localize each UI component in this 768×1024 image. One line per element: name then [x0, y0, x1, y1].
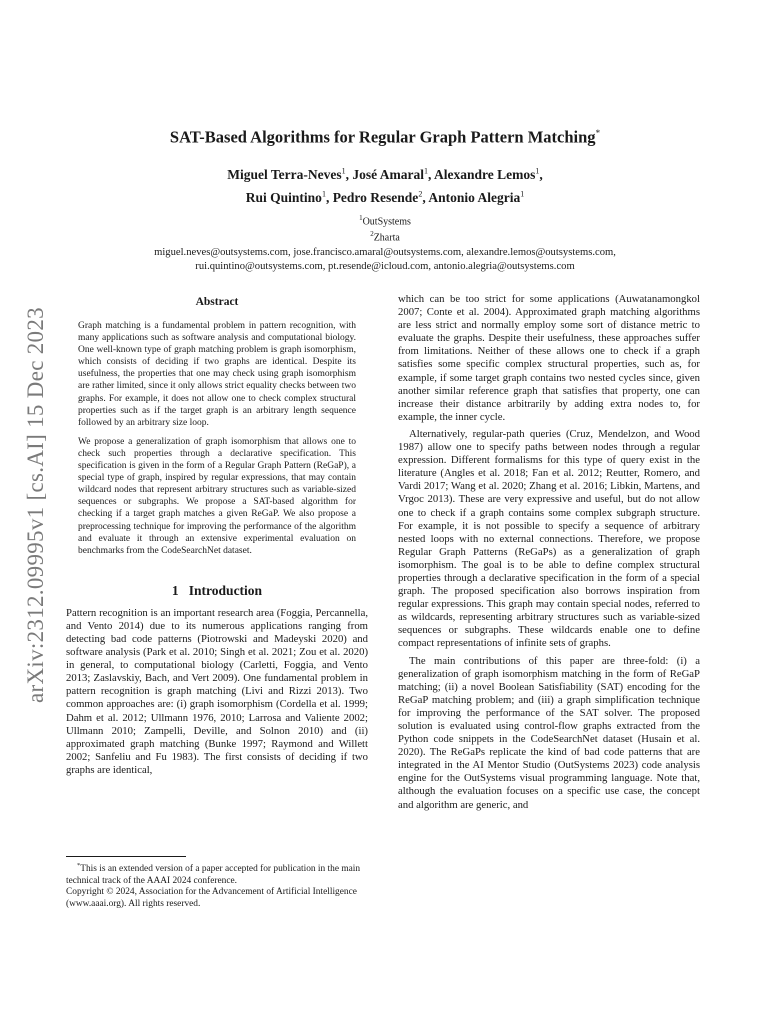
section-heading-introduction [66, 583, 368, 599]
author: Alexandre Lemos$^1$, [434, 166, 543, 182]
author: Pedro Resende$^2$, [332, 189, 429, 205]
section-title: Introduction [188, 582, 263, 598]
abstract-paragraph: Graph matching is a fundamental problem in pattern recognition, with many applications such as software analysis and computational biology. One well-known type of graph matching problem is graph isomorphism, which consists of deciding if two graphs are identical. Despite its usefulness, the properties that one may check using graph isomorphism are rather limited, since it only allows strict equality checks between two graphs. For example, it does not allow one to check complex structural properties such as if the target graph is an arbitrary length sequence followed by an arbitrary size loop. [78, 321, 356, 428]
affiliation: $^1$OutSystems [359, 213, 411, 227]
author: José Amaral$^1$, [352, 166, 434, 182]
affiliation: $^2$Zharta [370, 229, 400, 244]
author-emails [66, 246, 704, 274]
left-column [66, 292, 368, 777]
footnote [66, 856, 368, 911]
copyright-notice: Copyright © 2024, Association for the Advancement of Artificial Intelligence (www.aaai.org). All rights reserved. [66, 887, 357, 909]
author: Miguel Terra-Neves$^1$, [227, 166, 353, 182]
paper-title: SAT-Based Algorithms for Regular Graph Pattern Matching [169, 127, 596, 147]
body-paragraph: The main contributions of this paper are three-fold: (i) a generalization of graph isomorphism matching in the form of ReGaP matching; (ii) a novel Boolean Satisfiability (SAT) encoding for the ReGaP matching problem; and (iii) a graph simplification technique for improving the performance of the SAT solver. The proposed solution is evaluated using control-flow graphs extracted from the Python code snippets in the CodeSearchNet dataset (Husain et al. 2020). The ReGaPs replicate the kind of bad code patterns that are integrated in the AI Mentor Studio (OutSystems 2023) code analysis engine for the OutSystems visual programming language. Note that, although the evaluation focuses on a specific use case, the concept and algorithm are generic, and [398, 654, 700, 811]
section-number: 1 [171, 582, 179, 598]
body-paragraph: Alternatively, regular-path queries (Cruz, Mendelzon, and Wood 1987) allow one to specify paths between nodes through a regular expression. Different formalisms for this type of query exist in the literature (Angles et al. 2018; Fan et al. 2012; Reutter, Romero, and Vardi 2017; Wang et al. 2020; Zhang et al. 2016; Libkin, Martens, and Vrgoc 2013). These are very expressive and useful, but do not allow one to check if a graph contains some complex subgraph structure. For example, it is not possible to specify a sequence of arbitrary nested loops with no external connections. Therefore, we propose Regular Graph Patterns (ReGaPs) as a generalization of graph isomorphism. The goal is to be able to define complex structural properties through a declarative specification in the form of a special graph. The proposed specification also borrows inspiration from regular expressions. This graph may contain special nodes, referred to as wildcards, representing arbitrary structures such as variable-sized sequences or subgraphs. These wildcards enable one to define compact representations of infinite sets of graphs. [398, 427, 700, 650]
footnote-divider [66, 856, 186, 857]
abstract-paragraph: We propose a generalization of graph isomorphism that allows one to check such properties through a declarative specification. This specification is given in the form of a Regular Graph Pattern (ReGaP), a special type of graph, inspired by regular expressions, that may contain wildcard nodes that represent arbitrary structures such as variable-sized sequences or subgraphs. We propose a SAT-based algorithm for checking if a target graph matches a given ReGaP. We also propose a preprocessing technique for improving the performance of the algorithm and evaluate it through an extensive experimental evaluation on benchmarks from the CodeSearchNet dataset. [78, 436, 356, 556]
affiliation-list [66, 212, 704, 245]
body-paragraph: Pattern recognition is an important research area (Foggia, Percannella, and Vento 2014) due to its numerous applications ranging from detecting bad code patterns (Piotrowski and Madeyski 2020) and software analysis (Park et al. 2010; Singh et al. 2021; Zou et al. 2020) in general, to computational biology (Carletti, Foggia, and Vento 2013; Zaslavskiy, Bach, and Vert 2009). One fundamental problem in pattern recognition is graph matching (Livi and Rizzi 2013). Two common approaches are: (i) graph isomorphism (Cordella et al. 1999; Dahm et al. 2012; Ullmann 1976, 2010; Larrosa and Valiente 2002; Ullmann 2010; Zampelli, Deville, and Solnon 2010) and (ii) approximated graph matching (Bunke 1997; Raymond and Willett 2002; Sanfeliu and Fu 1983). The first consists of deciding if two graphs are identical, [66, 606, 368, 776]
paper-title-line [66, 123, 704, 148]
paper-header [66, 123, 704, 274]
abstract-body [66, 320, 368, 557]
title-footnote-mark: * [595, 128, 601, 138]
introduction-body [66, 607, 368, 777]
arxiv-identifier: arXiv:2312.09995v1 [cs.AI] 15 Dec 2023 [23, 307, 48, 703]
right-column [398, 293, 700, 812]
abstract-heading: Abstract [195, 296, 239, 308]
body-paragraph: which can be too strict for some applications (Auwatanamongkol 2007; Conte et al. 2004). Approximated graph matching algorithms are less strict and normally employ some sort of distance metric to evaluate the graphs. Despite their usefulness, these approaches suffer from limitations. Neither of these allows one to check if a graph satisfies some specific complex structural properties, such as, for example, if some target graph contains two nested cycles since, given another similar reference graph that satisfies that property, one can increase their distance arbitrarily by adding extra nodes to, for example, the inner cycle. [398, 293, 700, 423]
author: Antonio Alegria$^1$ [428, 189, 525, 205]
author: Rui Quintino$^1$, [245, 189, 333, 205]
footnote-mark: * [77, 862, 81, 869]
email-line: rui.quintino@outsystems.com, pt.resende@icloud.com, antonio.alegria@outsystems.com [195, 261, 575, 273]
author-list [66, 162, 704, 207]
arxiv-identifier-stamp [17, 280, 55, 730]
footnote-text: *This is an extended version of a paper accepted for publication in the main technical track of the AAAI 2024 conference. [66, 862, 361, 886]
email-line: miguel.neves@outsystems.com, jose.francisco.amaral@outsystems.com, alexandre.lemos@outsystems.com, [154, 247, 616, 259]
